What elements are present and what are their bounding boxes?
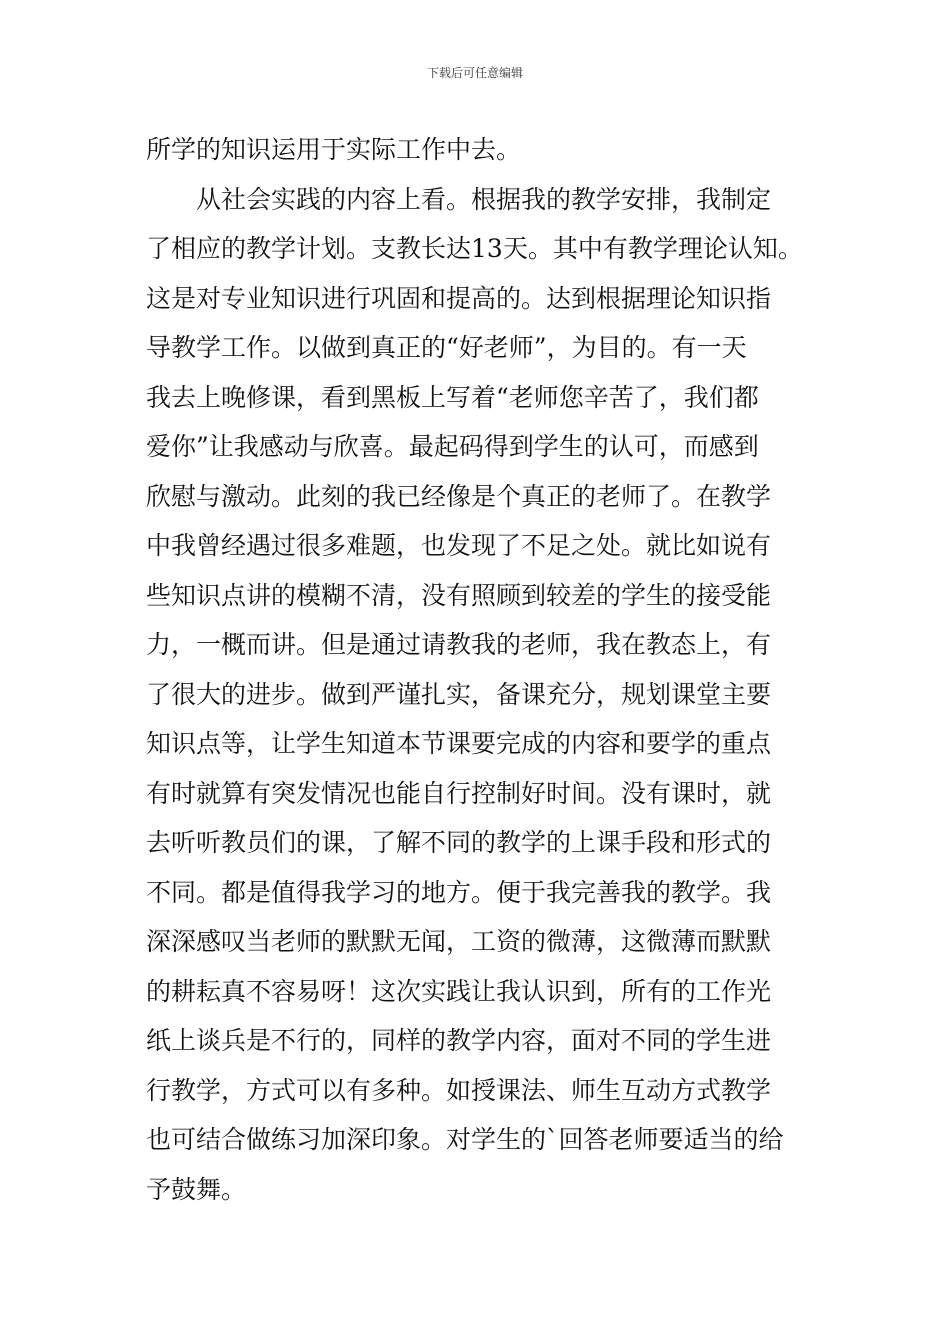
text-line-16: 不同。都是值得我学习的地方。便于我完善我的教学。我 (146, 877, 772, 907)
text-line-22: 予鼓舞。 (146, 1174, 247, 1204)
text-line-13: 知识点等，让学生知道本节课要完成的内容和要学的重点 (146, 729, 772, 758)
text-line-10: 些知识点讲的模糊不清，没有照顾到较差的学生的接受能 (146, 580, 772, 610)
text-line-12: 了很大的进步。做到严谨扎实，备课充分，规划课堂主要 (146, 679, 772, 709)
text-line-20: 行教学，方式可以有多种。如授课法、师生互动方式教学 (146, 1075, 772, 1105)
text-line-14: 有时就算有突发情况也能自行控制好时间。没有课时，就 (146, 778, 772, 808)
text-line-6: 我去上晚修课，看到黑板上写着“老师您辛苦了，我们都 (146, 382, 759, 412)
text-line-9: 中我曾经遇过很多难题，也发现了不足之处。就比如说有 (146, 531, 772, 560)
text-line-11: 力，一概而讲。但是通过请教我的老师，我在教态上，有 (146, 630, 772, 659)
text-line-3: 了相应的教学计划。支教长达13天。其中有教学理论认知。 (146, 234, 803, 263)
text-line-21: 也可结合做练习加深印象。对学生的`回答老师要适当的给 (146, 1125, 784, 1154)
text-line-7: 爱你”让我感动与欣喜。最起码得到学生的认可，而感到 (146, 432, 759, 461)
body-text (146, 125, 866, 1214)
text-line-5: 导教学工作。以做到真正的“好老师”，为目的。有一天 (146, 333, 747, 362)
text-line-15: 去听听教员们的课，了解不同的教学的上课手段和形式的 (146, 828, 772, 857)
text-line-18: 的耕耘真不容易呀！这次实践让我认识到，所有的工作光 (146, 976, 772, 1006)
text-line-17: 深深感叹当老师的默默无闻，工资的微薄，这微薄而默默 (146, 927, 772, 956)
text-line-4: 这是对专业知识进行巩固和提高的。达到根据理论知识指 (146, 283, 772, 313)
text-line-19: 纸上谈兵是不行的，同样的教学内容，面对不同的学生进 (146, 1026, 772, 1055)
page-header: 下载后可任意编辑 (426, 66, 523, 80)
text-line-1: 所学的知识运用于实际工作中去。 (146, 135, 522, 164)
text-line-2: 从社会实践的内容上看。根据我的教学安排，我制定 (146, 184, 772, 214)
text-line-8: 欣慰与激动。此刻的我已经像是个真正的老师了。在教学 (146, 481, 772, 511)
